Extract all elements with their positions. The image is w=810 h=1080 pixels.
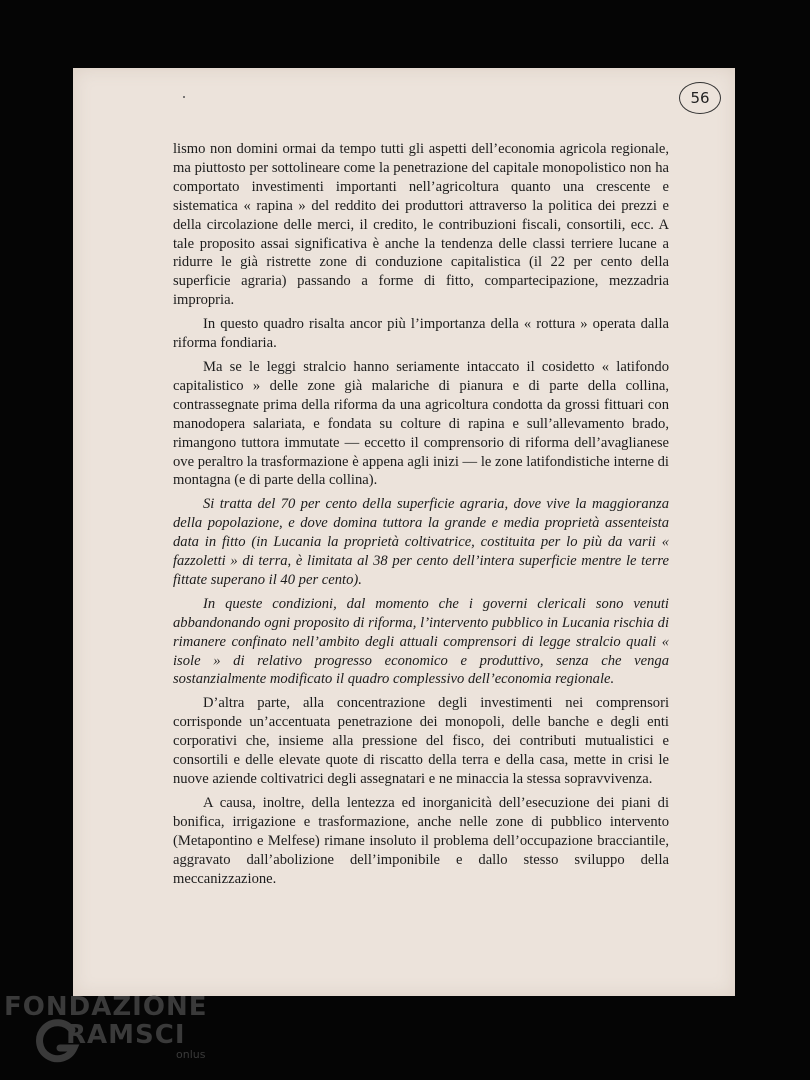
paragraph-1: lismo non domini ormai da tempo tutti gli aspetti dell’economia agricola regionale, ma piuttosto per sottolineare come la penetrazione del capitale monopolistico non ha comportato investimenti importanti nell’agricoltura quanto una crescente e sistematica « rapina » del reddito dei produttori attraverso la politica dei prezzi e della circolazione delle merci, il credito, le contribuzioni fiscali, consortili, ecc. A tale proposito assai significativa è anche la tendenza delle classi terriere lucane a ridurre le già ristrette zone di conduzione capitalistica (il 22 per cento della superficie agraria) passando a forme di fitto, compartecipazione, mezzadria impropria. (173, 141, 669, 309)
paragraph-6: D’altra parte, alla concentrazione degli investimenti nei comprensori corrisponde un’accentuata penetrazione dei monopoli, delle banche e degli enti corporativi che, insieme alla pressione del fisco, dei contributi mutualistici e consortili e delle elevate quote di riscatto della terra e della casa, mette in crisi le nuove aziende coltivatrici degli assegnatari e ne minaccia la stessa sopravvivenza. (173, 695, 669, 787)
paragraph-7: A causa, inoltre, della lentezza ed inorganicità dell’esecuzione dei piani di bonifica, irrigazione e trasformazione, anche nelle zone di pubblico intervento (Metapontino e Melfese) rimane insoluto il problema dell’occupazione bracciantile, aggravato dall’abolizione dell’imponibile e dallo stesso sviluppo della meccanizzazione. (173, 794, 669, 887)
paragraph-5-italic: In queste condizioni, dal momento che i governi clericali sono venuti abbandonando ogni proposito di riforma, l’intervento pubblico in Lucania rischia di rimanere confinato nell’ambito degli attuali comprensori di legge stralcio quali « isole » di relativo progresso economico e produttivo, senza che venga sostanzialmente modificato il quadro complessivo dell’economia regionale. (173, 595, 669, 688)
watermark-suffix: onlus (176, 1048, 206, 1061)
paragraph-2: In questo quadro risalta ancor più l’importanza della « rottura » operata dalla riforma fondiaria. (173, 316, 669, 352)
paragraph-3: Ma se le leggi stralcio hanno seriamente intaccato il cosidetto « latifondo capitalistico » delle zone già malariche di pianura e di parte della collina, contrassegnate prima della riforma da una agricoltura condotta da grossi fittuari con manodopera salariata, e fondata su colture di rapina e sull’allevamento brado, rimangono tuttora immutate — eccetto il comprensorio di riforma dell’avaglianese ove peraltro la trasformazione è appena agli inizi — le zone latifondistiche interne di montagna (e di parte della collina). (173, 358, 669, 489)
body-text (173, 140, 669, 893)
watermark-line2: RAMSCI (66, 1020, 186, 1050)
watermark-line1: FONDAZIONE (4, 992, 208, 1022)
fondazione-gramsci-watermark (4, 992, 208, 1072)
page-number: 56 (679, 82, 721, 114)
ink-mark (183, 96, 185, 98)
paragraph-4-italic: Si tratta del 70 per cento della superficie agraria, dove vive la maggioranza della popolazione, e dove domina tuttora la grande e media proprietà assenteista data in fitto (in Lucania la proprietà coltivatrice, costituita per lo più da varii « fazzoletti » di terra, è limitata al 38 per cento dell’intera superficie mentre le terre fittate superano il 40 per cento). (173, 496, 669, 588)
document-page (73, 68, 735, 996)
